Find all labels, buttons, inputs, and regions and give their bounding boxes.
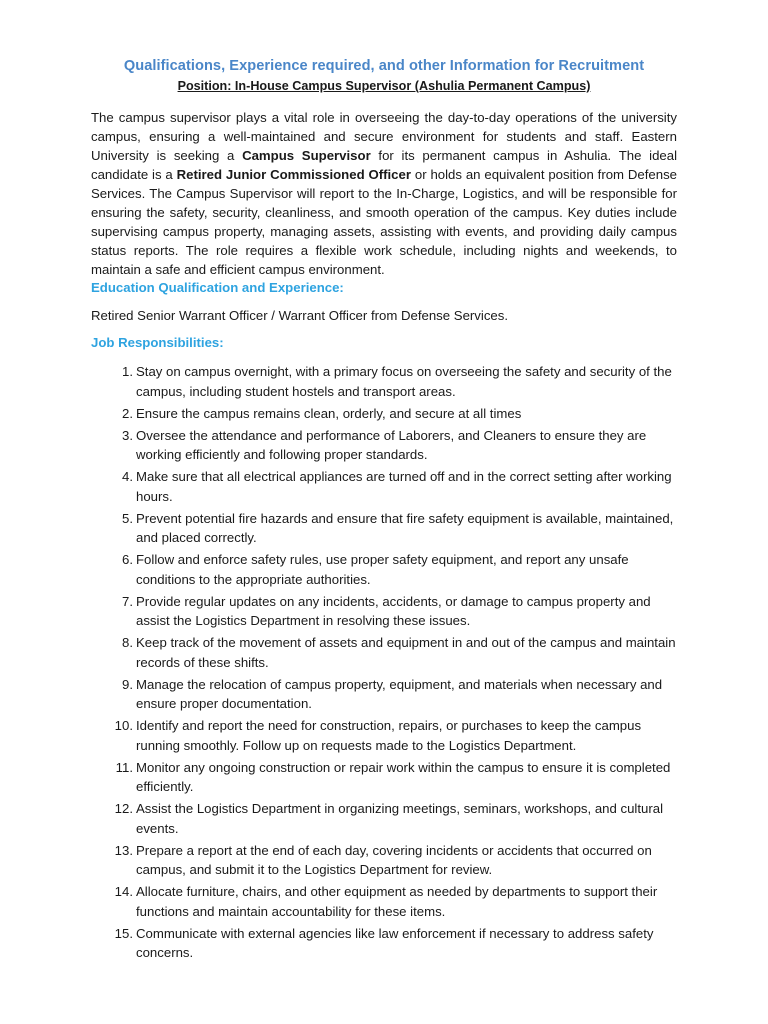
list-item-number: 1.	[122, 364, 133, 379]
position-subtitle: Position: In-House Campus Supervisor (Ashulia Permanent Campus)	[177, 79, 591, 93]
list-item	[91, 404, 677, 424]
list-item	[91, 841, 677, 880]
list-item-number: 10.	[114, 718, 133, 733]
list-item	[91, 882, 677, 921]
list-item	[91, 467, 677, 506]
list-item-text: Prepare a report at the end of each day, covering incidents or accidents that occurred on campus, and submit it to the Logistics Department for review.	[136, 842, 652, 877]
responsibilities-heading: Job Responsibilities:	[91, 335, 224, 350]
list-item-number: 14.	[114, 884, 133, 899]
list-item-text: Communicate with external agencies like law enforcement if necessary to address safety concerns.	[136, 925, 654, 960]
list-item-number: 8.	[122, 635, 133, 650]
intro-bold-text: Retired Junior Commissioned Officer	[176, 167, 411, 182]
list-item	[91, 550, 677, 589]
list-item	[91, 799, 677, 838]
list-item-number: 3.	[122, 427, 133, 443]
list-item-number: 4.	[122, 469, 133, 484]
list-item	[91, 426, 677, 465]
list-item-text: Follow and enforce safety rules, use proper safety equipment, and report any unsafe conditions to the appropriate authorities.	[136, 552, 629, 587]
intro-text: for its permanent campus in Ashulia. The ideal candidate is a	[91, 148, 677, 182]
list-item-text: Allocate furniture, chairs, and other equipment as needed by departments to support their functions and maintain accountability for these items.	[136, 884, 658, 919]
list-item-number: 9.	[122, 676, 133, 692]
list-item	[91, 362, 677, 401]
list-item-text: Manage the relocation of campus property, equipment, and materials when necessary and ensure proper documentation.	[136, 676, 663, 711]
list-item-text: Keep track of the movement of assets and equipment in and out of the campus and maintain records of these shifts.	[136, 635, 676, 670]
list-item-text: Prevent potential fire hazards and ensure that fire safety equipment is available, maintained, and placed correctly.	[136, 510, 674, 545]
list-item	[91, 716, 677, 755]
list-item	[91, 509, 677, 548]
list-item-text: Provide regular updates on any incidents, accidents, or damage to campus property and assist the Logistics Department in resolving these issues.	[136, 593, 651, 628]
list-item-text: Assist the Logistics Department in organizing meetings, seminars, workshops, and cultural events.	[136, 801, 664, 836]
list-item	[91, 675, 677, 714]
list-item-number: 6.	[122, 552, 133, 567]
list-item-number: 2.	[122, 405, 133, 421]
intro-bold-text: Campus Supervisor	[242, 148, 371, 163]
list-item-text: Make sure that all electrical appliances are turned off and in the correct setting after working hours.	[136, 469, 672, 504]
education-heading: Education Qualification and Experience:	[91, 280, 344, 295]
list-item-number: 12.	[114, 801, 133, 816]
responsibilities-list	[91, 362, 677, 963]
list-item-number: 13.	[114, 842, 133, 858]
list-item-number: 7.	[122, 593, 133, 609]
list-item-text: Stay on campus overnight, with a primary focus on overseeing the safety and security of the campus, including student hostels and transport areas.	[136, 364, 672, 399]
intro-text: The campus supervisor plays a vital role in overseeing the day-to-day operations of the university campus, ensuring a well-maintained and secure environment for students and staff. Eastern University is seeking a	[91, 110, 677, 163]
intro-text: or holds an equivalent position from Defense Services. The Campus Supervisor will report to the In-Charge, Logistics, and will be responsible for ensuring the safety, security, cleanliness, and smooth operation of the campus. Key duties include supervising campus property, managing assets, assisting with events, and providing daily campus status reports. The role requires a flexible work schedule, including nights and weekends, to maintain a safe and efficient campus environment.	[91, 167, 678, 277]
list-item	[91, 633, 677, 672]
list-item-text: Oversee the attendance and performance of Laborers, and Cleaners to ensure they are working efficiently and following proper standards.	[136, 427, 647, 462]
list-item-text: Ensure the campus remains clean, orderly, and secure at all times	[136, 405, 522, 421]
list-item-text: Monitor any ongoing construction or repair work within the campus to ensure it is completed efficiently.	[136, 759, 671, 794]
document-title: Qualifications, Experience required, and other Information for Recruitment	[123, 58, 645, 74]
list-item	[91, 758, 677, 797]
list-item-text: Identify and report the need for construction, repairs, or purchases to keep the campus running smoothly. Follow up on requests made to the Logistics Department.	[136, 718, 642, 753]
education-text: Retired Senior Warrant Officer / Warrant Officer from Defense Services.	[91, 308, 509, 323]
list-item-number: 11.	[115, 759, 133, 775]
list-item-number: 15.	[114, 925, 133, 941]
list-item	[91, 924, 677, 963]
list-item-number: 5.	[122, 510, 133, 526]
intro-paragraph	[91, 108, 677, 279]
list-item	[91, 592, 677, 631]
